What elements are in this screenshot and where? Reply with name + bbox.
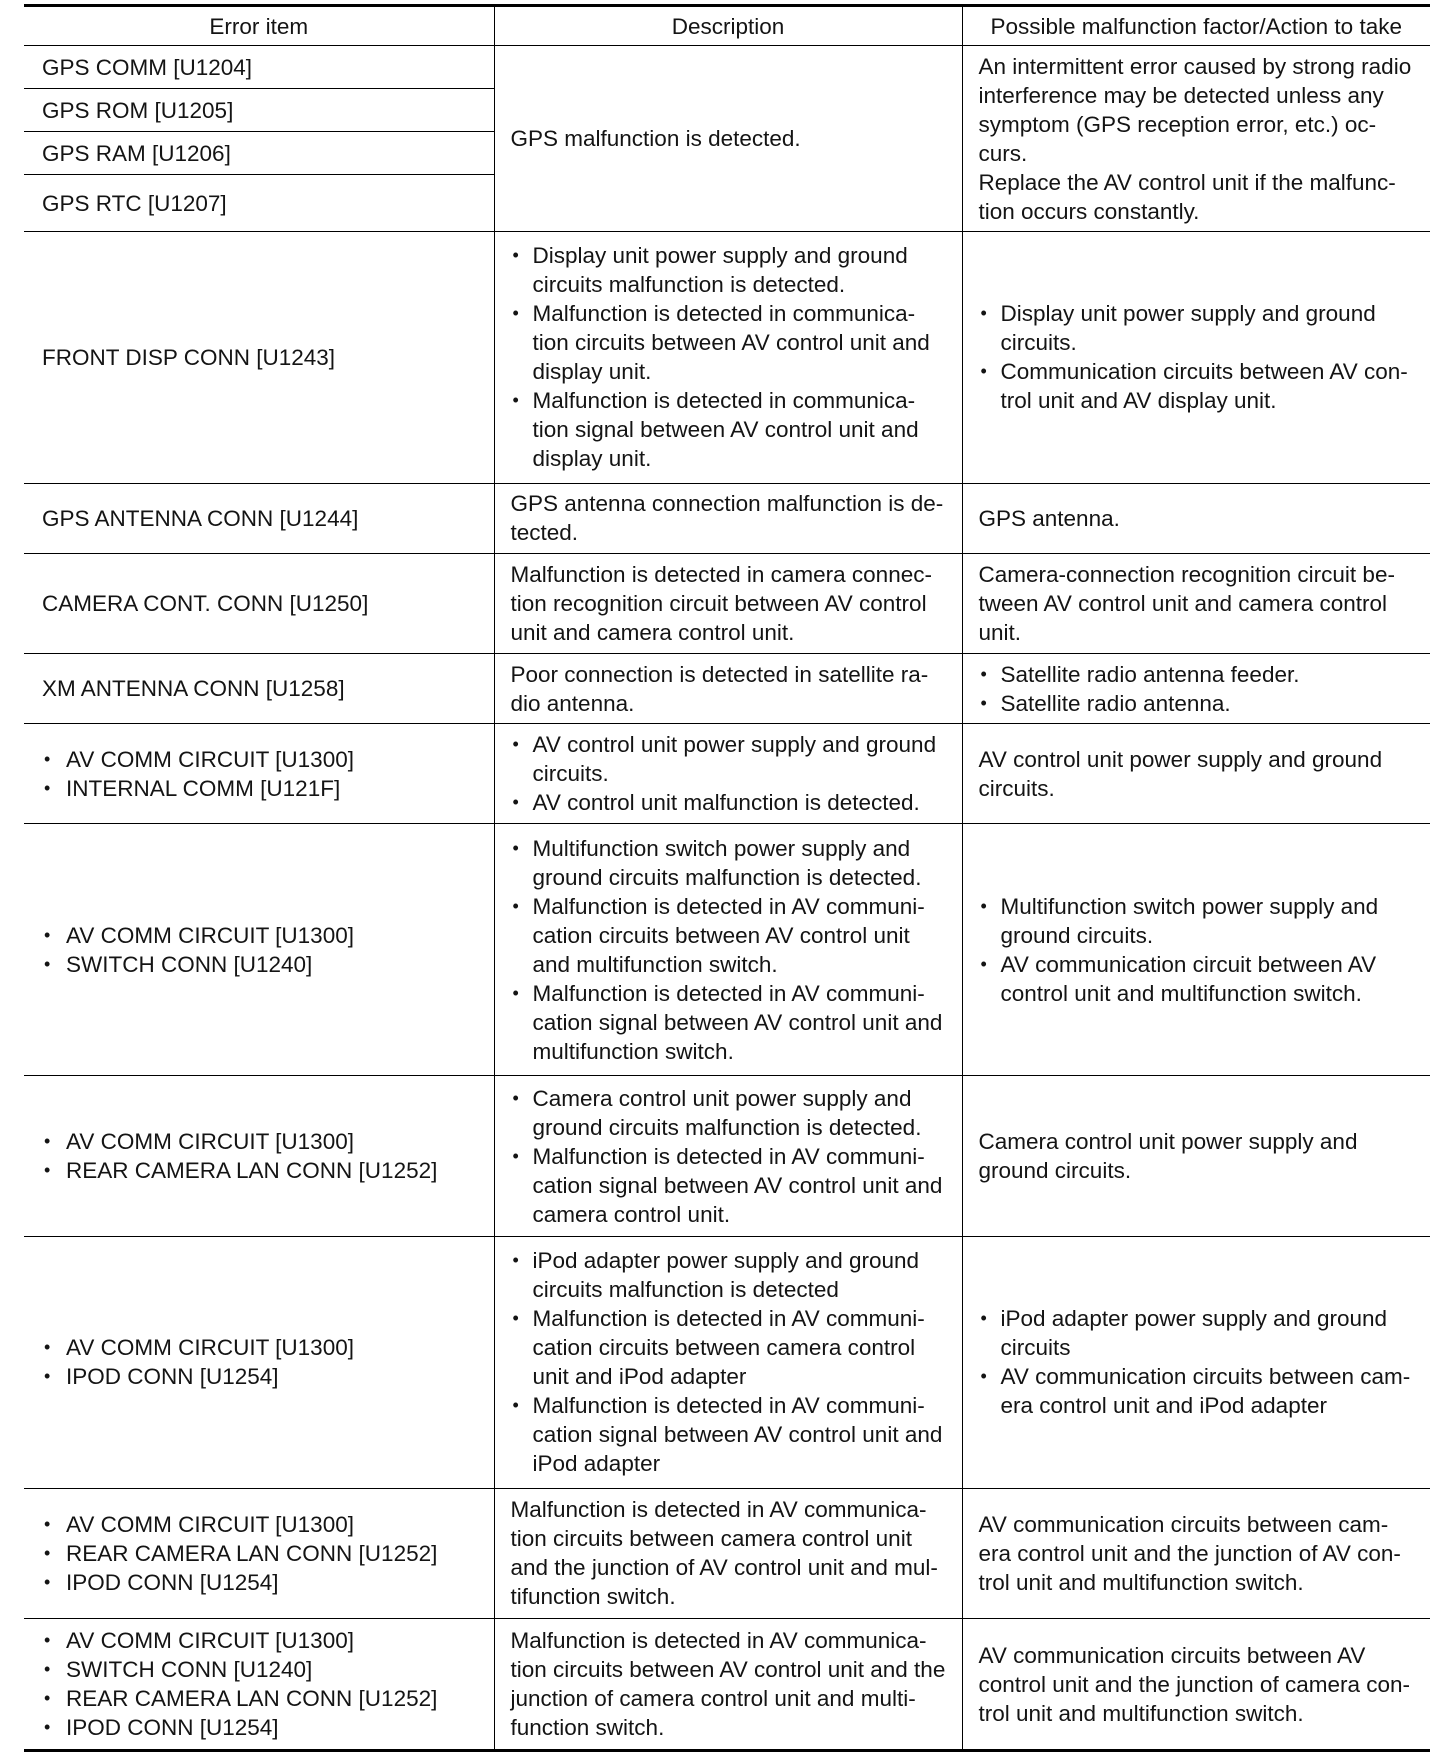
error-item-cell: XM ANTENNA CONN [U1258] (24, 654, 494, 724)
error-item-cell: GPS RTC [U1207] (24, 175, 494, 232)
action-cell: GPS antenna. (962, 483, 1430, 553)
header-row (24, 6, 1430, 46)
header-description: Description (494, 6, 962, 46)
bullet-item: • iPod adapter power supply and ground circuits (979, 1304, 1419, 1362)
error-item-cell: GPS RAM [U1206] (24, 132, 494, 175)
action-cell: Camera-connection recognition circuit be-tween AV control unit and camera control unit. (962, 553, 1430, 653)
table-row (24, 483, 1430, 553)
description-cell (494, 1076, 962, 1237)
bullet-item: • AV COMM CIRCUIT [U1300] (42, 1626, 482, 1655)
table-row (24, 1619, 1430, 1751)
table-row (24, 824, 1430, 1076)
bullet-list (42, 1626, 482, 1742)
bullet-item: • Satellite radio antenna. (979, 689, 1419, 718)
action-cell: Camera control unit power supply and ground circuits. (962, 1076, 1430, 1237)
bullet-item: • AV COMM CIRCUIT [U1300] (42, 745, 482, 774)
description-cell: GPS malfunction is detected. (494, 46, 962, 232)
bullet-list (511, 730, 950, 817)
action-cell (962, 654, 1430, 724)
bullet-list (42, 1333, 482, 1391)
error-item-cell (24, 1076, 494, 1237)
bullet-item: • Satellite radio antenna feeder. (979, 660, 1419, 689)
bullet-list (42, 1127, 482, 1185)
header-action: Possible malfunction factor/Action to take (962, 6, 1430, 46)
bullet-item: • AV COMM CIRCUIT [U1300] (42, 1510, 482, 1539)
bullet-item: • Communication circuits between AV con-trol unit and AV display unit. (979, 357, 1419, 415)
bullet-list (511, 241, 950, 473)
bullet-item: • SWITCH CONN [U1240] (42, 950, 482, 979)
bullet-list (42, 1510, 482, 1597)
description-cell: Malfunction is detected in AV communica-tion circuits between camera control unit and the junction of AV control unit and mul-tifunction switch. (494, 1488, 962, 1619)
bullet-item: • IPOD CONN [U1254] (42, 1713, 482, 1742)
description-cell (494, 724, 962, 824)
header-error-item: Error item (24, 6, 494, 46)
error-item-cell: GPS ROM [U1205] (24, 89, 494, 132)
error-item-table (24, 4, 1430, 1752)
table-row (24, 46, 1430, 89)
description-cell (494, 232, 962, 484)
action-cell: AV control unit power supply and ground circuits. (962, 724, 1430, 824)
bullet-item: • Malfunction is detected in communica-tion circuits between AV control unit and display unit. (511, 299, 950, 386)
description-cell: Malfunction is detected in camera connec-tion recognition circuit between AV control unit and camera control unit. (494, 553, 962, 653)
table-row (24, 1488, 1430, 1619)
bullet-item: • IPOD CONN [U1254] (42, 1362, 482, 1391)
bullet-item: • AV control unit malfunction is detected. (511, 788, 950, 817)
error-item-cell: CAMERA CONT. CONN [U1250] (24, 553, 494, 653)
bullet-list (979, 1304, 1419, 1420)
bullet-item: • AV COMM CIRCUIT [U1300] (42, 1127, 482, 1156)
error-item-cell (24, 724, 494, 824)
bullet-item: • Camera control unit power supply and ground circuits malfunction is detected. (511, 1084, 950, 1142)
action-cell (962, 1236, 1430, 1488)
bullet-list (42, 921, 482, 979)
bullet-item: • Malfunction is detected in communica-tion signal between AV control unit and display unit. (511, 386, 950, 473)
bullet-item: • REAR CAMERA LAN CONN [U1252] (42, 1539, 482, 1568)
action-paragraph: Replace the AV control unit if the malfunc-tion occurs constantly. (978, 169, 1396, 224)
bullet-item: • AV COMM CIRCUIT [U1300] (42, 921, 482, 950)
bullet-list (979, 299, 1419, 415)
bullet-item: • AV COMM CIRCUIT [U1300] (42, 1333, 482, 1362)
description-cell (494, 1236, 962, 1488)
error-item-cell (24, 824, 494, 1076)
bullet-item: • Malfunction is detected in AV communi-cation circuits between AV control unit and multifunction switch. (511, 892, 950, 979)
bullet-item: • AV communication circuits between cam-era control unit and iPod adapter (979, 1362, 1419, 1420)
description-cell (494, 824, 962, 1076)
bullet-item: • REAR CAMERA LAN CONN [U1252] (42, 1684, 482, 1713)
table-row (24, 553, 1430, 653)
description-cell: Malfunction is detected in AV communica-tion circuits between AV control unit and the junction of camera control unit and multi-function switch. (494, 1619, 962, 1751)
bullet-item: • AV control unit power supply and ground circuits. (511, 730, 950, 788)
bullet-item: • SWITCH CONN [U1240] (42, 1655, 482, 1684)
bullet-list (42, 745, 482, 803)
error-item-cell: FRONT DISP CONN [U1243] (24, 232, 494, 484)
bullet-item: • Display unit power supply and ground circuits. (979, 299, 1419, 357)
bullet-item: • Malfunction is detected in AV communi-cation signal between AV control unit and camera control unit. (511, 1142, 950, 1229)
action-cell: AV communication circuits between AV control unit and the junction of camera con-trol unit and multifunction switch. (962, 1619, 1430, 1751)
description-cell: Poor connection is detected in satellite ra-dio antenna. (494, 654, 962, 724)
table-row (24, 1076, 1430, 1237)
bullet-item: • REAR CAMERA LAN CONN [U1252] (42, 1156, 482, 1185)
error-item-cell (24, 1236, 494, 1488)
table-row (24, 724, 1430, 824)
bullet-item: • Multifunction switch power supply and ground circuits malfunction is detected. (511, 834, 950, 892)
table-row (24, 1236, 1430, 1488)
bullet-item: • Display unit power supply and ground circuits malfunction is detected. (511, 241, 950, 299)
error-item-cell (24, 1619, 494, 1751)
bullet-item: • Malfunction is detected in AV communi-cation circuits between camera control unit and iPod adapter (511, 1304, 950, 1391)
action-cell (962, 824, 1430, 1076)
action-cell (962, 232, 1430, 484)
bullet-item: • Malfunction is detected in AV communi-cation signal between AV control unit and iPod adapter (511, 1391, 950, 1478)
bullet-list (979, 660, 1419, 718)
description-cell: GPS antenna connection malfunction is de-tected. (494, 483, 962, 553)
action-cell (962, 46, 1430, 232)
action-paragraph: An intermittent error caused by strong radio interference may be detected unless any symptom (GPS reception error, etc.) oc-curs. (978, 53, 1412, 166)
bullet-list (979, 892, 1419, 1008)
bullet-list (511, 1246, 950, 1478)
bullet-item: • IPOD CONN [U1254] (42, 1568, 482, 1597)
action-cell: AV communication circuits between cam-era control unit and the junction of AV con-trol unit and multifunction switch. (962, 1488, 1430, 1619)
bullet-list (511, 1084, 950, 1229)
table-row (24, 232, 1430, 484)
error-item-cell: GPS ANTENNA CONN [U1244] (24, 483, 494, 553)
bullet-list (511, 834, 950, 1066)
bullet-item: • iPod adapter power supply and ground circuits malfunction is detected (511, 1246, 950, 1304)
error-item-cell (24, 1488, 494, 1619)
bullet-item: • Multifunction switch power supply and ground circuits. (979, 892, 1419, 950)
table-row (24, 654, 1430, 724)
bullet-item: • INTERNAL COMM [U121F] (42, 774, 482, 803)
bullet-item: • Malfunction is detected in AV communi-cation signal between AV control unit and multifunction switch. (511, 979, 950, 1066)
error-item-cell: GPS COMM [U1204] (24, 46, 494, 89)
bullet-item: • AV communication circuit between AV control unit and multifunction switch. (979, 950, 1419, 1008)
